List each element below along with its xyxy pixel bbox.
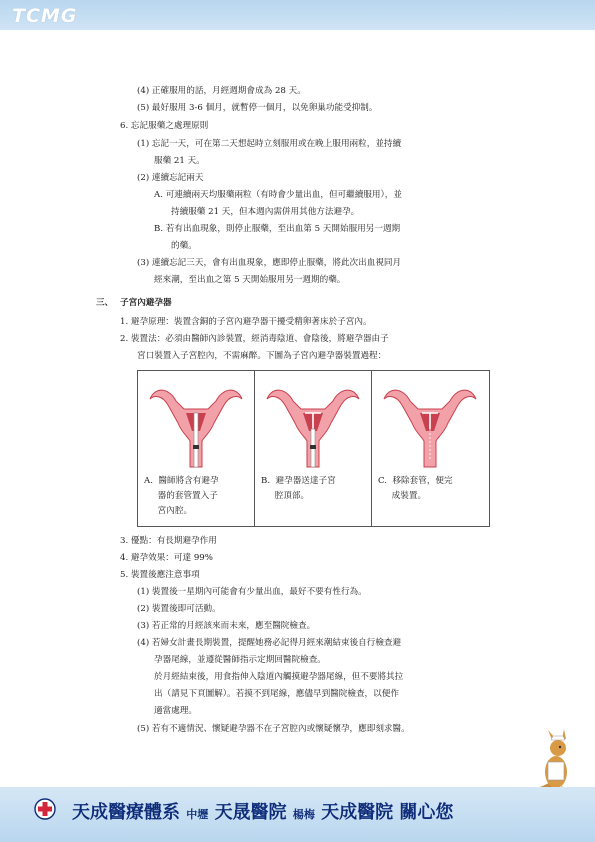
section-title: 子宮內避孕器: [120, 298, 172, 308]
uterus-illustration-c: [378, 379, 482, 474]
page-footer-band: [0, 787, 595, 842]
figure-step-c: [372, 371, 489, 526]
figure-caption: A. 醫師將含有避孕 器的套管置入子 宮內腔。: [144, 476, 219, 516]
text-line: 適當處理。: [154, 706, 197, 716]
footer-hospital-2: 天成醫院: [321, 802, 394, 823]
text-line: B. 若有出血現象，則停止服藥，至出血第 5 天開始服用另一週期: [154, 224, 401, 234]
text-line: 的藥。: [171, 241, 197, 251]
text-line: 服藥 21 天。: [154, 156, 205, 166]
text-line: 1. 避孕原理：裝置含銅的子宮內避孕器干擾受精卵著床於子宮內。: [120, 317, 372, 327]
text-line: (2) 裝置後即可活動。: [137, 604, 221, 614]
text-line: 3. 優點：有長期避孕作用: [120, 536, 217, 546]
footer-hospital-1: 天晟醫院: [214, 802, 287, 823]
page-header-band: [0, 0, 595, 30]
text-line: (4) 正確服用的話，月經週期會成為 28 天。: [137, 86, 306, 96]
uterus-illustration-a: [144, 379, 248, 474]
text-line: 孕器尾線，並遵從醫師指示定期回醫院檢查。: [154, 655, 326, 665]
text-line: (2) 連續忘記兩天: [137, 173, 204, 183]
text-line: 宮口裝置入子宮腔內，不需麻醉。下圖為子宮內避孕器裝置過程：: [137, 351, 387, 361]
footer-closing: 關心您: [399, 802, 454, 823]
section-number: 三、: [96, 298, 114, 308]
text-line: (3) 若正常的月經該來而未來，應至醫院檢查。: [137, 621, 316, 631]
footer-slogan: [72, 798, 453, 824]
list-heading: 6. 忘記服藥之處理原則: [120, 121, 209, 131]
uterus-illustration-b: [261, 379, 365, 474]
text-line: (4) 若婦女計畫長期裝置，提醒她務必記得月經來潮結束後自行檢查避: [137, 638, 402, 648]
text-line: (3) 連續忘記三天，會有出血現象，應即停止服藥，將此次出血視同月: [137, 258, 402, 268]
text-line: 經來潮，至出血之第 5 天開始服用另一週期的藥。: [154, 275, 346, 285]
text-line: (1) 忘記一天，可在第二天想起時立刻服用或在晚上服用兩粒，並持續: [137, 139, 402, 149]
text-line: (5) 若有不適情況、懷疑避孕器不在子宮腔內或懷疑懷孕，應即刻求醫。: [137, 724, 410, 734]
figure-caption: C. 移除套管，便完 成裝置。: [378, 476, 453, 501]
figure-step-a: [138, 371, 255, 526]
text-line: 於月經結束後，用食指伸入陰道內觸摸避孕器尾線，但不要將其拉: [154, 672, 404, 682]
text-line: 4. 避孕效果：可達 99%: [120, 553, 213, 563]
hospital-cross-emblem-icon: [34, 798, 56, 820]
tcmg-logo: TCMG: [12, 5, 78, 27]
text-line: 2. 裝置法：必須由醫師內診裝置，經消毒陰道、會陰後，將避孕器由子: [120, 334, 389, 344]
figure-caption: B. 避孕器送達子宮 腔頂部。: [261, 476, 336, 501]
text-line: A. 可連續兩天均服藥兩粒（有時會少量出血，但可繼續服用），並: [154, 190, 402, 200]
iud-insertion-figure: [137, 370, 490, 527]
footer-brand: 天成醫療體系: [72, 802, 180, 823]
text-line: 持續服藥 21 天，但本週內需併用其他方法避孕。: [171, 207, 360, 217]
footer-location-2: 楊梅: [292, 808, 315, 821]
text-line: 出（請見下頁圖解）。若摸不到尾線，應儘早到醫院檢查，以便作: [154, 689, 399, 699]
figure-step-b: [255, 371, 372, 526]
footer-location-1: 中壢: [186, 808, 209, 821]
text-line: (1) 裝置後一星期內可能會有少量出血，最好不要有性行為。: [137, 587, 367, 597]
text-line: 5. 裝置後應注意事項: [120, 570, 200, 580]
text-line: (5) 最好服用 3-6 個月，就暫停一個月，以免卵巢功能受抑制。: [137, 103, 378, 113]
